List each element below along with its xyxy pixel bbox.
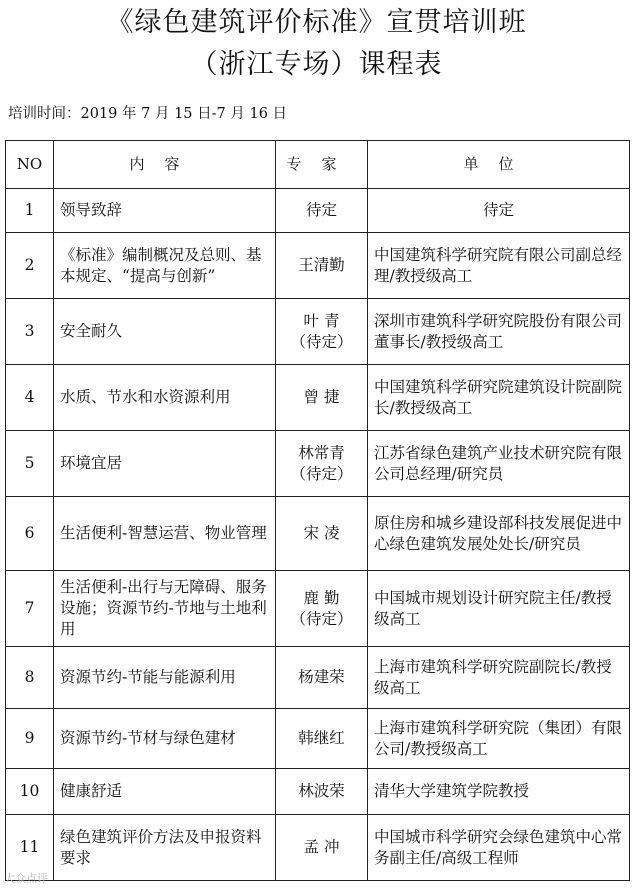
header-expert: 专家: [276, 141, 368, 189]
row-expert: [276, 815, 368, 881]
schedule-table: [5, 140, 630, 881]
row-unit: 中国城市科学研究会绿色建筑中心常务副主任/高级工程师: [368, 815, 630, 881]
row-no: 6: [6, 497, 54, 571]
expert-name: 待定: [305, 201, 337, 219]
expert-name: 鹿 勤: [303, 588, 340, 607]
row-content: 环境宜居: [54, 431, 276, 497]
table-row: [6, 189, 630, 233]
row-content: 健康舒适: [54, 769, 276, 815]
row-unit: 上海市建筑科学研究院（集团）有限公司/教授级高工: [368, 709, 630, 769]
row-content: 领导致辞: [54, 189, 276, 233]
row-content: 绿色建筑评价方法及申报资料要求: [54, 815, 276, 881]
table-row: [6, 299, 630, 365]
row-content: 资源节约-节能与能源利用: [54, 647, 276, 709]
row-content: 安全耐久: [54, 299, 276, 365]
row-no: 3: [6, 299, 54, 365]
row-expert: [276, 431, 368, 497]
expert-status: （待定）: [290, 332, 353, 351]
expert-name: 王清勤: [298, 256, 345, 274]
expert-name: 杨建荣: [298, 668, 345, 686]
row-unit: 中国城市规划设计研究院主任/教授级高工: [368, 571, 630, 647]
row-content: 生活便利-出行与无障碍、服务设施；资源节约-节地与土地利用: [54, 571, 276, 647]
row-unit: 上海市建筑科学研究院副院长/教授级高工: [368, 647, 630, 709]
row-no: 8: [6, 647, 54, 709]
table-row: [6, 709, 630, 769]
expert-name: 林波荣: [298, 782, 345, 800]
table-row: [6, 815, 630, 881]
row-no: 2: [6, 233, 54, 299]
expert-name: 韩继红: [298, 729, 345, 747]
table-header-row: [6, 141, 630, 189]
row-content: 《标准》编制概况及总则、基本规定、“提高与创新”: [54, 233, 276, 299]
table-row: [6, 233, 630, 299]
row-no: 11: [6, 815, 54, 881]
table-row: [6, 647, 630, 709]
row-unit: 中国建筑科学研究院建筑设计院副院长/教授级高工: [368, 365, 630, 431]
row-no: 5: [6, 431, 54, 497]
document-title-line2: （浙江专场）课程表: [190, 49, 443, 80]
header-content: 内容: [54, 141, 276, 189]
row-expert: [276, 233, 368, 299]
watermark: 大众点评: [4, 872, 48, 885]
expert-name: 叶 青: [303, 311, 340, 330]
row-unit: 清华大学建筑学院教授: [368, 769, 630, 815]
header-no: NO: [6, 141, 54, 189]
document-title-line1: 《绿色建筑评价标准》宣贯培训班: [106, 7, 527, 38]
expert-status: （待定）: [290, 464, 353, 483]
row-no: 10: [6, 769, 54, 815]
row-unit: 江苏省绿色建筑产业技术研究院有限公司总经理/研究员: [368, 431, 630, 497]
row-expert: [276, 497, 368, 571]
training-time: 培训时间：2019 年 7 月 15 日-7 月 16 日: [8, 106, 288, 122]
row-unit: 深圳市建筑科学研究院股份有限公司董事长/教授级高工: [368, 299, 630, 365]
header-unit: 单位: [368, 141, 630, 189]
row-no: 4: [6, 365, 54, 431]
row-expert: [276, 189, 368, 233]
table-row: [6, 571, 630, 647]
row-content: 水质、节水和水资源利用: [54, 365, 276, 431]
row-expert: [276, 571, 368, 647]
expert-name: 林常青: [298, 443, 345, 462]
table-row: [6, 431, 630, 497]
expert-name: 孟 冲: [303, 838, 340, 856]
row-no: 7: [6, 571, 54, 647]
row-expert: [276, 365, 368, 431]
row-unit: 原住房和城乡建设部科技发展促进中心绿色建筑发展处处长/研究员: [368, 497, 630, 571]
row-content: 资源节约-节材与绿色建材: [54, 709, 276, 769]
row-expert: [276, 709, 368, 769]
expert-name: 宋 凌: [303, 524, 340, 542]
table-row: [6, 365, 630, 431]
row-expert: [276, 769, 368, 815]
row-no: 1: [6, 189, 54, 233]
expert-name: 曾 捷: [303, 388, 340, 406]
row-expert: [276, 299, 368, 365]
row-unit: 中国建筑科学研究院有限公司副总经理/教授级高工: [368, 233, 630, 299]
row-content: 生活便利-智慧运营、物业管理: [54, 497, 276, 571]
row-unit: 待定: [368, 189, 630, 233]
table-row: [6, 769, 630, 815]
row-expert: [276, 647, 368, 709]
expert-status: （待定）: [290, 609, 353, 628]
table-row: [6, 497, 630, 571]
row-no: 9: [6, 709, 54, 769]
